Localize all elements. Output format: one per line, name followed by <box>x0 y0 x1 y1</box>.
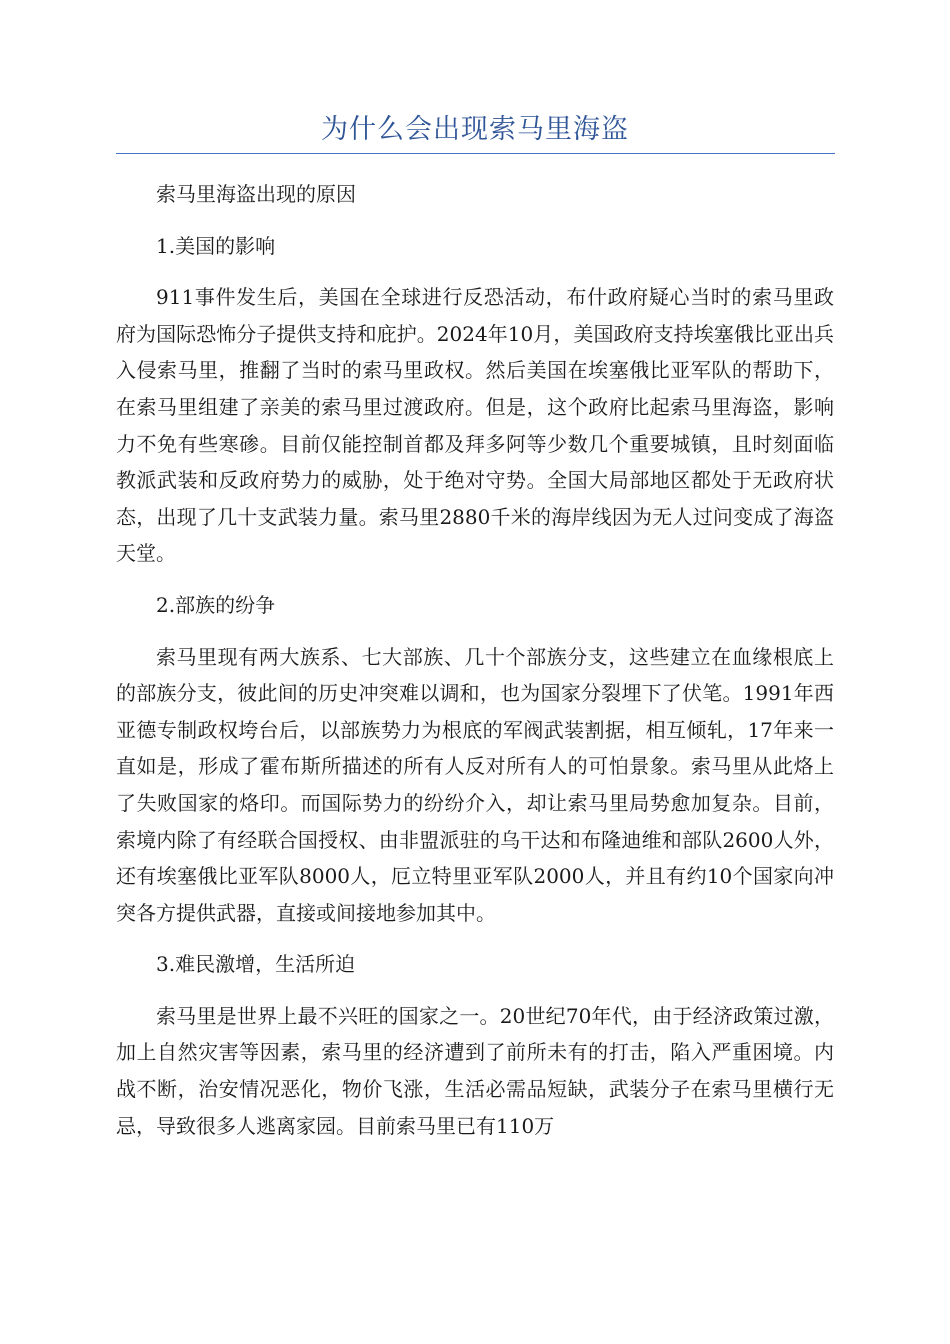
document-title: 为什么会出现索马里海盗 <box>321 114 629 145</box>
subheading-us-influence: 1.美国的影响 <box>156 233 276 258</box>
subheading-refugees: 3.难民激增，生活所迫 <box>156 952 356 977</box>
paragraph-refugees: 索马里是世界上最不兴旺的国家之一。20世纪70年代，由于经济政策过激，加上自然灾害等因素，索马里的经济遭到了前所未有的打击，陷入严重困境。内战不断，治安情况恶化，物价飞涨，生活必需品短缺，武装分子在索马里横行无忌，导致很多人逃离家园。目前索马里已有110万 <box>116 1003 834 1138</box>
paragraph-us-influence: 911事件发生后，美国在全球进行反恐活动，布什政府疑心当时的索马里政府为国际恐怖分子提供支持和庇护。2024年10月，美国政府支持埃塞俄比亚出兵入侵索马里，推翻了当时的索马里政权。然后美国在埃塞俄比亚军队的帮助下，在索马里组建了亲美的索马里过渡政府。但是，这个政府比起索马里海盗，影响力不免有些寒碜。目前仅能控制首都及拜多阿等少数几个重要城镇，且时刻面临教派武装和反政府势力的威胁，处于绝对守势。全国大局部地区都处于无政府状态，出现了几十支武装力量。索马里2880千米的海岸线因为无人过问变成了海盗天堂。 <box>116 285 834 566</box>
title-underline <box>116 153 835 154</box>
paragraph-clan-disputes: 索马里现有两大族系、七大部族、几十个部族分支，这些建立在血缘根底上的部族分支，彼此间的历史冲突难以调和，也为国家分裂埋下了伏笔。1991年西亚德专制政权垮台后，以部族势力为根底的军阀武装割据，相互倾轧，17年来一直如是，形成了霍布斯所描述的所有人反对所有人的可怕景象。索马里从此烙上了失败国家的烙印。而国际势力的纷纷介入，却让索马里局势愈加复杂。目前，索境内除了有经联合国授权、由非盟派驻的乌干达和布隆迪维和部队2600人外，还有埃塞俄比亚军队8000人，厄立特里亚军队2000人，并且有约10个国家向冲突各方提供武器，直接或间接地参加其中。 <box>116 644 834 925</box>
section-heading-causes: 索马里海盗出现的原因 <box>156 182 356 206</box>
document-body <box>116 176 834 1159</box>
subheading-clan-disputes: 2.部族的纷争 <box>156 592 276 617</box>
